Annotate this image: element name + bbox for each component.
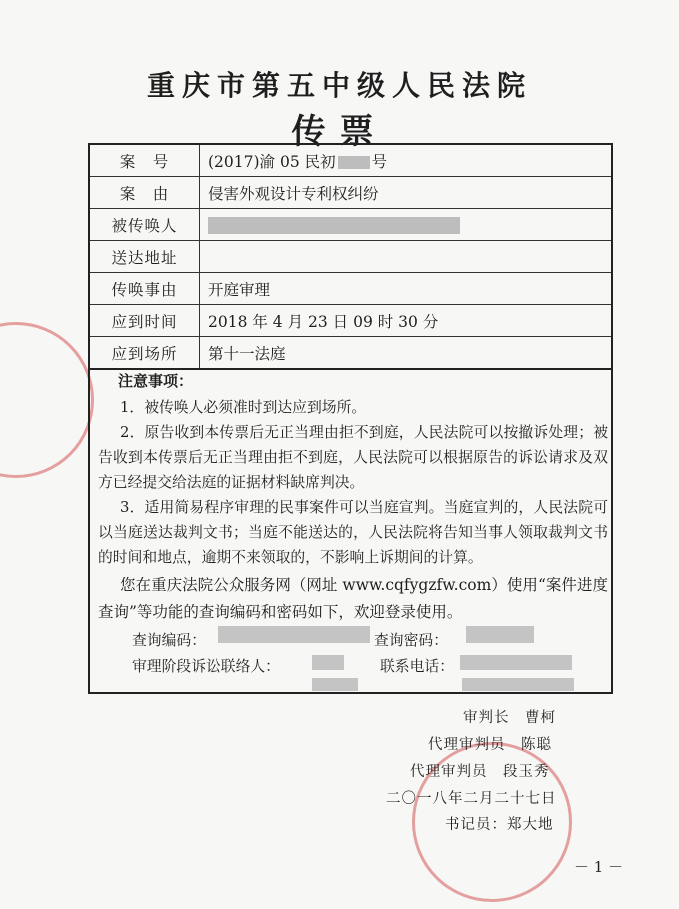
table-row (89, 273, 612, 305)
summoned-person-label: 被传唤人 (89, 209, 200, 241)
case-number-label: 案 号 (89, 144, 200, 177)
note-item-3: 3．适用简易程序审理的民事案件可以当庭宣判。当庭宣判的，人民法院可以当庭送达裁判文书；当庭不能送达的，人民法院将告知当事人领取裁判文书的时间和地点，逾期不来领取的，不影响上诉期间的计算。 (98, 499, 608, 566)
table-row (89, 209, 612, 241)
clerk-signature: 书记员：郑大地 (445, 817, 554, 833)
notes-heading: 注意事项： (118, 372, 194, 390)
acting-judge-1-signature: 代理审判员 陈聪 (428, 737, 552, 753)
query-password-label: 查询密码： (374, 632, 448, 649)
appearance-place-value: 第十一法庭 (200, 337, 613, 370)
query-password-redaction (466, 626, 534, 643)
delivery-address-value (200, 241, 613, 273)
redaction-block (208, 217, 460, 234)
court-name: 重庆市第五中级人民法院 (146, 69, 532, 102)
issue-date: 二〇一八年二月二十七日 (386, 791, 557, 807)
service-note: 您在重庆法院公众服务网（网址 www.cqfygzfw.com）使用“案件进度查询”等功能的查询编码和密码如下，欢迎登录使用。 (98, 576, 608, 621)
case-number-value (200, 144, 613, 177)
chief-judge-signature: 审判长 曹柯 (463, 710, 556, 726)
summons-info-table (88, 143, 613, 370)
case-cause-value: 侵害外观设计专利权纠纷 (200, 177, 613, 209)
contact-phone-redaction-2 (462, 678, 574, 691)
query-code-label: 查询编码： (132, 632, 206, 649)
contact-phone-redaction (460, 655, 572, 670)
note-item-2: 2．原告收到本传票后无正当理由拒不到庭，人民法院可以按撤诉处理；被告收到本传票后无正当理由拒不到庭，人民法院可以根据原告的诉讼请求及双方已经提交给法庭的证据材料缺席判决。 (98, 424, 608, 491)
redaction-block (338, 156, 370, 169)
court-seal-left (0, 322, 94, 478)
note-item-1: 1．被传唤人必须准时到达应到场所。 (120, 399, 367, 416)
appearance-time-label: 应到时间 (89, 305, 200, 337)
summons-reason-value: 开庭审理 (200, 273, 613, 305)
contact-person-redaction (312, 655, 344, 670)
table-row (89, 177, 612, 209)
notes-section (88, 362, 613, 694)
appearance-place-label: 应到场所 (89, 337, 200, 370)
summons-reason-label: 传唤事由 (89, 273, 200, 305)
summoned-person-value (200, 209, 613, 241)
page-number: － 1 － (574, 858, 624, 876)
appearance-time-value: 2018 年 4 月 23 日 09 时 30 分 (200, 305, 613, 337)
acting-judge-2-signature: 代理审判员 段玉秀 (410, 764, 550, 780)
document-title: 传票 (291, 112, 388, 152)
table-row (89, 305, 612, 337)
delivery-address-label: 送达地址 (89, 241, 200, 273)
case-cause-label: 案 由 (89, 177, 200, 209)
query-code-redaction (218, 626, 370, 643)
contact-phone-label: 联系电话： (380, 658, 454, 675)
contact-person-label: 审理阶段诉讼联络人： (132, 658, 280, 675)
contact-person-redaction-2 (312, 678, 358, 691)
case-number-suffix: 号 (371, 152, 388, 171)
case-number-prefix: (2017)渝 05 民初 (208, 152, 336, 171)
table-row (89, 241, 612, 273)
table-row (89, 144, 612, 177)
